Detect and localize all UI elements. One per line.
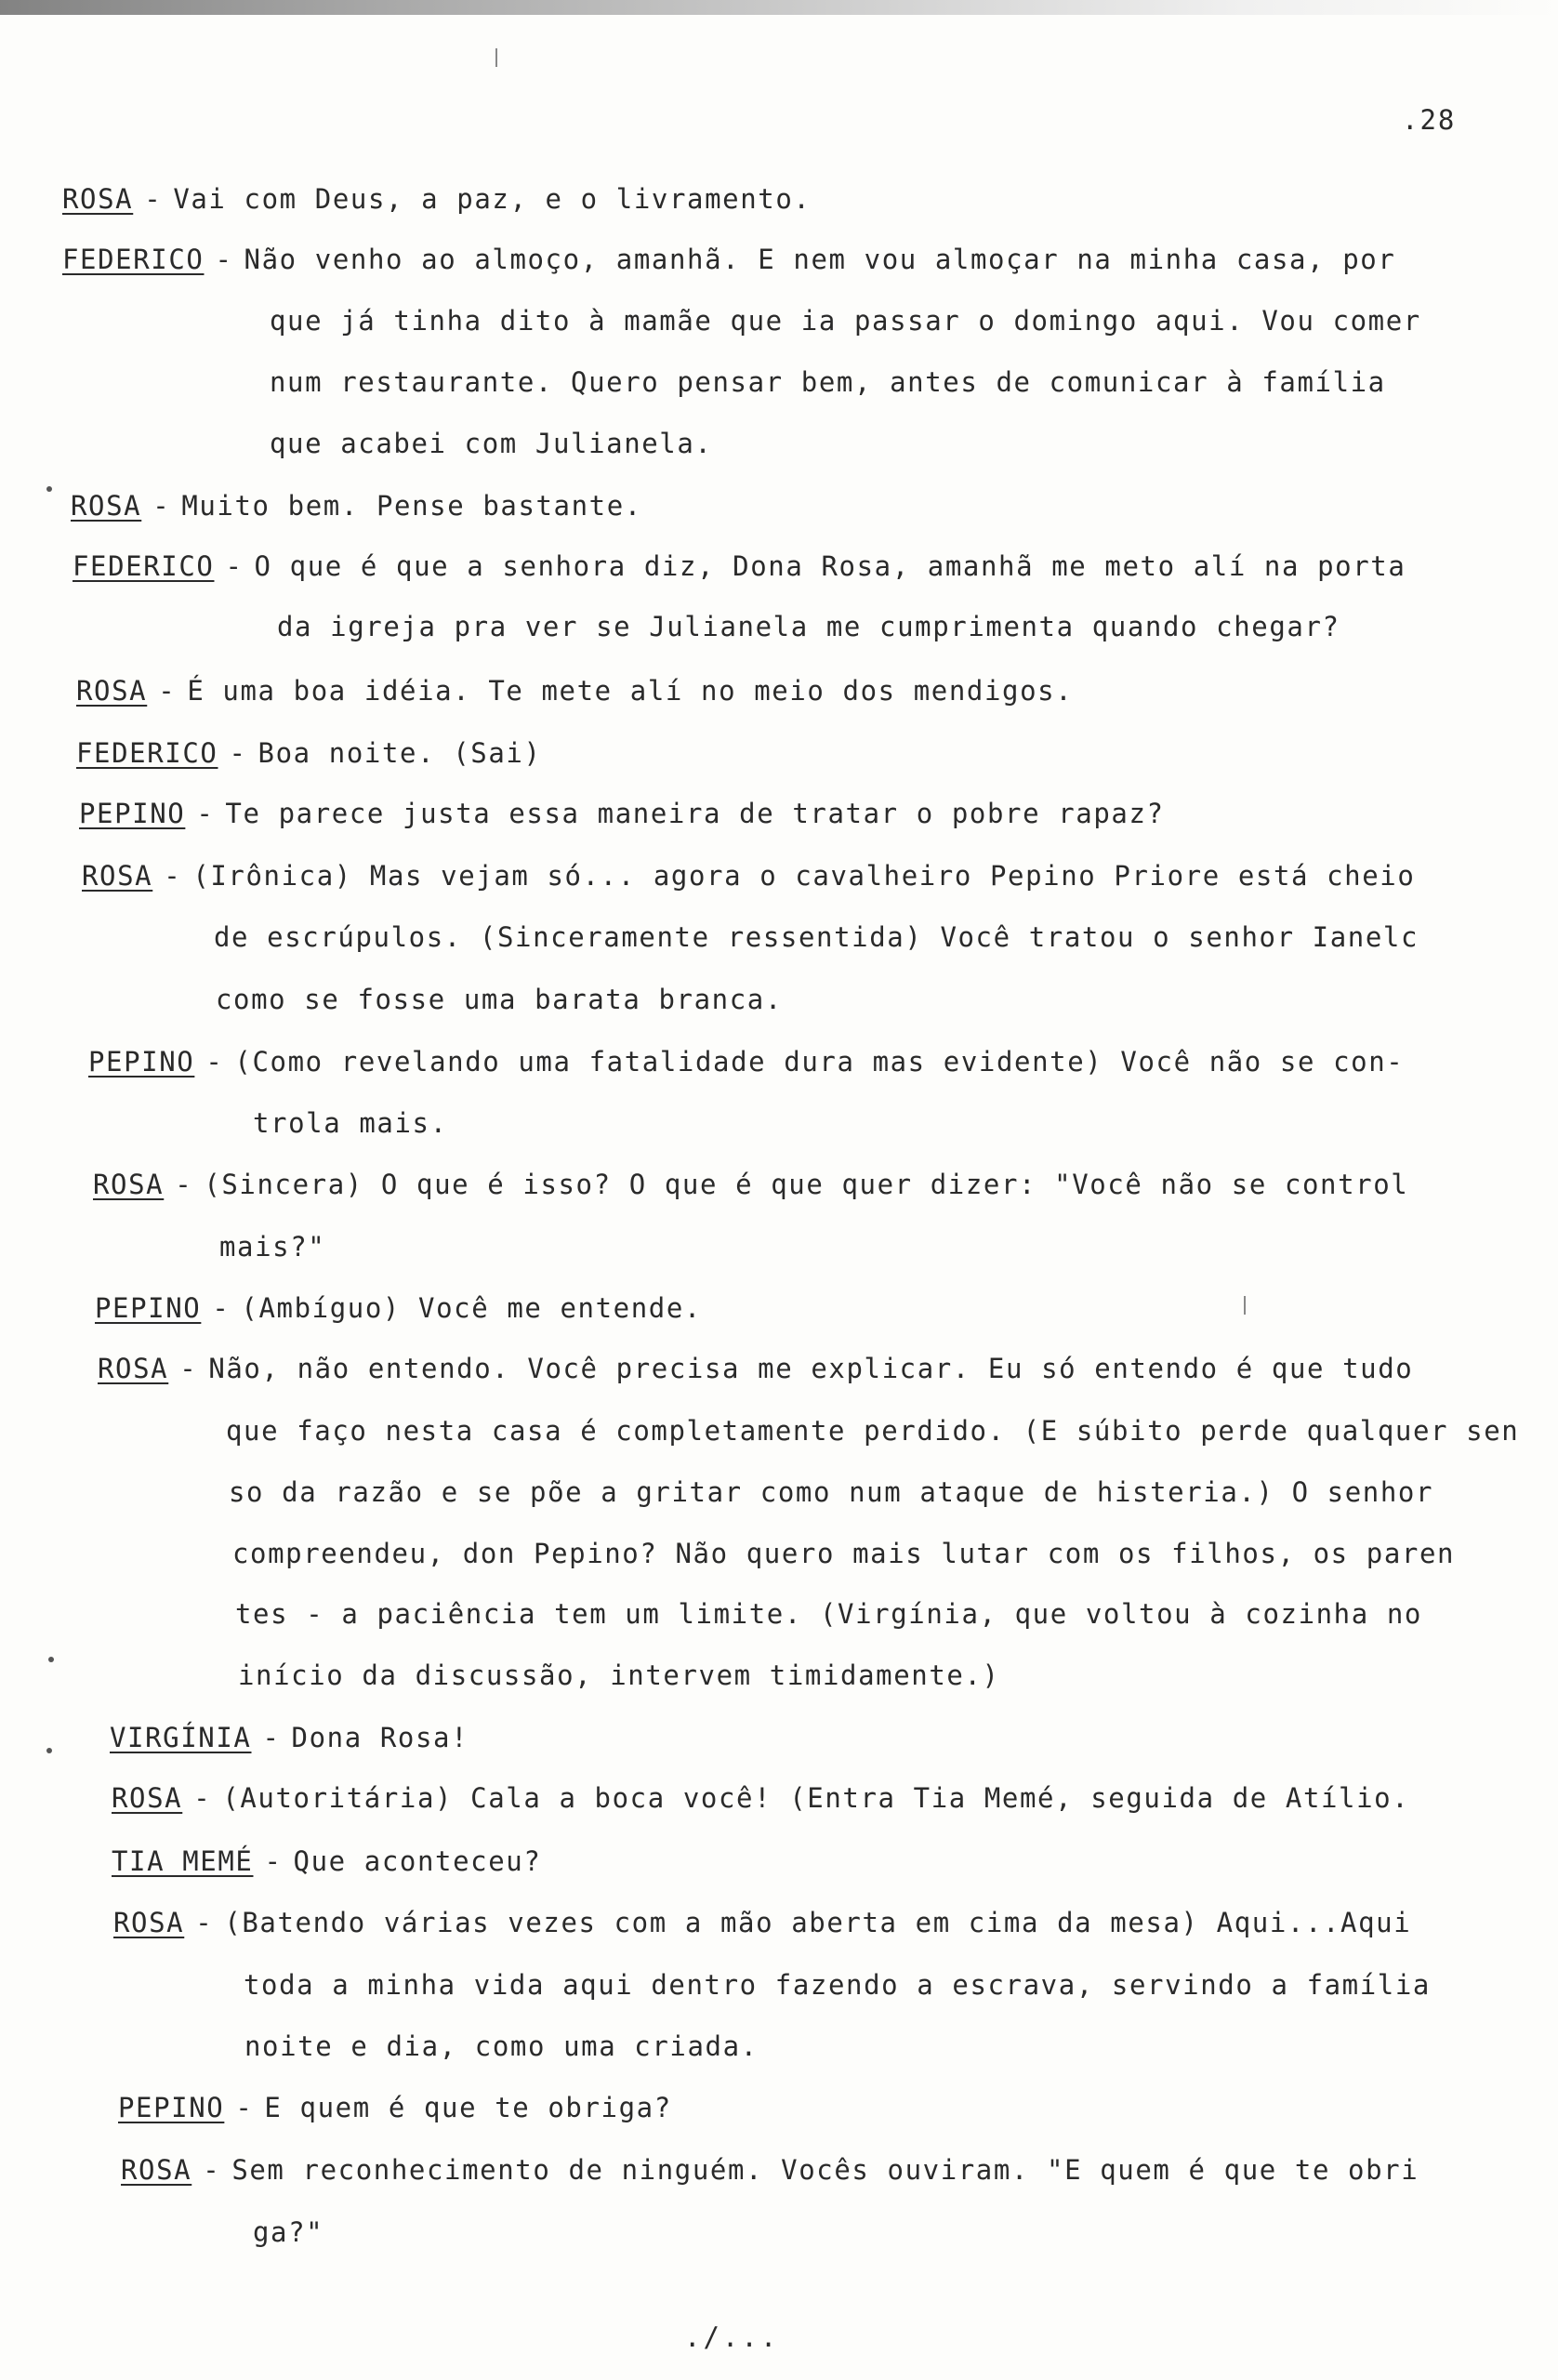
- speaker-name: ROSA: [71, 490, 142, 522]
- dialogue-continuation: [277, 611, 1340, 642]
- dialogue-continuation: [253, 1107, 448, 1139]
- speaker-name: ROSA: [93, 1169, 165, 1200]
- dialogue-continuation: [253, 2216, 323, 2248]
- dialogue-continuation: [214, 921, 1419, 953]
- dialogue-line: [62, 244, 1395, 275]
- line-text: É uma boa idéia. Te mete alí no meio dos mendigos.: [187, 675, 1074, 707]
- line-text: Boa noite. (Sai): [257, 737, 542, 769]
- speaker-dash: -: [195, 1907, 214, 1938]
- speaker-dash: -: [205, 1046, 224, 1078]
- line-text: (Sincera) O que é isso? O que é que quer dizer: "Você não se control: [204, 1169, 1409, 1200]
- margin-dot: [46, 1748, 52, 1753]
- line-text: início da discussão, intervem timidamente.): [238, 1659, 1000, 1691]
- line-text: (Batendo várias vezes com a mão aberta em cima da mesa) Aqui...Aqui: [224, 1907, 1412, 1938]
- line-text: Dona Rosa!: [291, 1722, 469, 1753]
- speaker-name: ROSA: [121, 2154, 192, 2186]
- speaker-dash: -: [203, 2154, 221, 2186]
- dialogue-continuation: [270, 366, 1386, 398]
- dialogue-line: [73, 550, 1406, 582]
- line-text: O que é que a senhora diz, Dona Rosa, amanhã me meto alí na porta: [254, 550, 1406, 582]
- speaker-dash: -: [235, 2092, 254, 2123]
- line-text: Te parece justa essa maneira de tratar o pobre rapaz?: [225, 798, 1165, 829]
- dialogue-continuation: [244, 1969, 1431, 2001]
- line-text: num restaurante. Quero pensar bem, antes de comunicar à família: [270, 366, 1386, 398]
- dialogue-line: [76, 737, 542, 769]
- speaker-name: ROSA: [98, 1353, 169, 1384]
- speaker-name: ROSA: [76, 675, 148, 707]
- margin-dot: [46, 486, 52, 492]
- dialogue-line: [112, 1845, 541, 1877]
- speaker-name: PEPINO: [88, 1046, 195, 1078]
- dialogue-line: [121, 2154, 1419, 2186]
- speaker-name: FEDERICO: [76, 737, 218, 769]
- speaker-dash: -: [193, 1782, 212, 1814]
- dialogue-continuation: [226, 1415, 1519, 1447]
- dialogue-continuation: [270, 305, 1421, 337]
- speaker-name: ROSA: [113, 1907, 185, 1938]
- dialogue-line: [93, 1169, 1408, 1200]
- speaker-name: ROSA: [82, 860, 153, 892]
- dialogue-continuation: [229, 1476, 1433, 1508]
- dialogue-continuation: [232, 1538, 1455, 1569]
- continuation-mark: ./...: [684, 2321, 780, 2353]
- line-text: (Ambíguo) Você me entende.: [241, 1292, 702, 1324]
- dialogue-line: [76, 675, 1073, 707]
- speaker-name: PEPINO: [118, 2092, 225, 2123]
- dialogue-continuation: [219, 1231, 325, 1263]
- speaker-dash: -: [144, 183, 163, 215]
- line-text: como se fosse uma barata branca.: [216, 984, 783, 1015]
- dialogue-line: [95, 1292, 702, 1324]
- line-text: mais?": [219, 1231, 326, 1263]
- page-number: .28: [1402, 104, 1457, 136]
- line-text: da igreja pra ver se Julianela me cumprimenta quando chegar?: [277, 611, 1340, 642]
- line-text: que já tinha dito à mamãe que ia passar o domingo aqui. Vou comer: [270, 305, 1421, 337]
- line-text: Não, não entendo. Você precisa me explicar. Eu só entendo é que tudo: [208, 1353, 1414, 1384]
- line-text: Sem reconhecimento de ninguém. Vocês ouviram. "E quem é que te obri: [231, 2154, 1419, 2186]
- speaker-dash: -: [164, 860, 182, 892]
- line-text: que acabei com Julianela.: [270, 428, 713, 459]
- dialogue-continuation: [235, 1598, 1422, 1630]
- line-text: Não venho ao almoço, amanhã. E nem vou almoçar na minha casa, por: [244, 244, 1396, 275]
- dialogue-line: [110, 1722, 469, 1753]
- speaker-dash: -: [212, 1292, 231, 1324]
- dialogue-continuation: [216, 984, 783, 1015]
- speaker-name: PEPINO: [95, 1292, 202, 1324]
- dialogue-continuation: [238, 1659, 1000, 1691]
- speaker-name: VIRGÍNIA: [110, 1722, 252, 1753]
- speaker-dash: -: [175, 1169, 193, 1200]
- line-text: que faço nesta casa é completamente perdido. (E súbito perde qualquer sen: [226, 1415, 1520, 1447]
- speaker-name: FEDERICO: [62, 244, 205, 275]
- speaker-dash: -: [229, 737, 247, 769]
- dialogue-line: [112, 1782, 1409, 1814]
- line-text: compreendeu, don Pepino? Não quero mais lutar com os filhos, os paren: [232, 1538, 1456, 1569]
- margin-tick: [1244, 1296, 1246, 1315]
- speaker-dash: -: [179, 1353, 198, 1384]
- dialogue-line: [88, 1046, 1404, 1078]
- line-text: trola mais.: [253, 1107, 448, 1139]
- line-text: so da razão e se põe a gritar como num ataque de histeria.) O senhor: [229, 1476, 1434, 1508]
- speaker-name: ROSA: [62, 183, 134, 215]
- speaker-dash: -: [158, 675, 177, 707]
- speaker-dash: -: [196, 798, 215, 829]
- line-text: toda a minha vida aqui dentro fazendo a escrava, servindo a família: [244, 1969, 1431, 2001]
- dialogue-line: [82, 860, 1415, 892]
- speaker-dash: -: [215, 244, 233, 275]
- speaker-dash: -: [262, 1722, 281, 1753]
- line-text: (Irônica) Mas vejam só... agora o cavalheiro Pepino Priore está cheio: [192, 860, 1416, 892]
- speaker-dash: -: [152, 490, 171, 522]
- speaker-name: PEPINO: [79, 798, 186, 829]
- dialogue-line: [118, 2092, 672, 2123]
- line-text: Muito bem. Pense bastante.: [181, 490, 642, 522]
- scan-edge-shadow: [0, 0, 1558, 15]
- line-text: ga?": [253, 2216, 324, 2248]
- line-text: noite e dia, como uma criada.: [244, 2030, 759, 2062]
- dialogue-continuation: [270, 428, 713, 459]
- line-text: Que aconteceu?: [293, 1845, 542, 1877]
- line-text: E quem é que te obriga?: [264, 2092, 672, 2123]
- speaker-dash: -: [264, 1845, 283, 1877]
- dialogue-line: [113, 1907, 1411, 1938]
- speaker-name: ROSA: [112, 1782, 183, 1814]
- speaker-name: FEDERICO: [73, 550, 215, 582]
- speaker-name: TIA MEMÉ: [112, 1845, 254, 1877]
- dialogue-line: [71, 490, 642, 522]
- margin-tick: [495, 48, 497, 67]
- line-text: tes - a paciência tem um limite. (Virgínia, que voltou à cozinha no: [235, 1598, 1422, 1630]
- line-text: (Autoritária) Cala a boca você! (Entra Tia Memé, seguida de Atílio.: [222, 1782, 1410, 1814]
- line-text: Vai com Deus, a paz, e o livramento.: [173, 183, 812, 215]
- dialogue-line: [62, 183, 811, 215]
- speaker-dash: -: [225, 550, 244, 582]
- dialogue-line: [79, 798, 1165, 829]
- margin-dot: [48, 1657, 54, 1662]
- line-text: (Como revelando uma fatalidade dura mas evidente) Você não se con-: [234, 1046, 1405, 1078]
- line-text: de escrúpulos. (Sinceramente ressentida) Você tratou o senhor Ianelc: [214, 921, 1419, 953]
- dialogue-continuation: [244, 2030, 759, 2062]
- dialogue-line: [98, 1353, 1413, 1384]
